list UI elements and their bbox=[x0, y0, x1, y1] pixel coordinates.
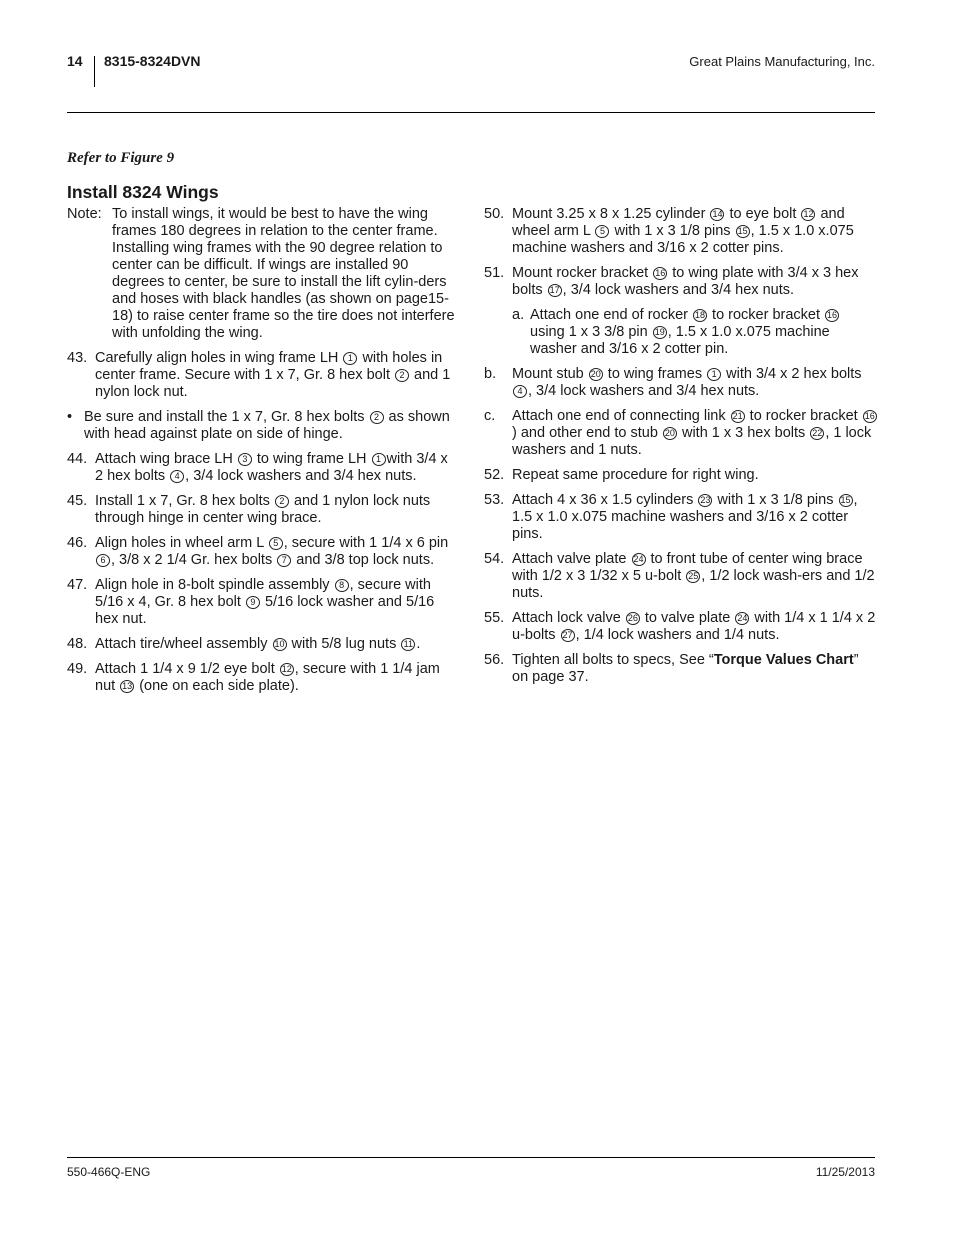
section-title: Install 8324 Wings bbox=[67, 182, 219, 202]
footer-rule bbox=[67, 1157, 875, 1158]
page-number: 14 bbox=[67, 53, 83, 69]
step-46 bbox=[67, 535, 459, 569]
callout: 27 bbox=[562, 629, 573, 640]
substep-text: Attach one end of connecting link 21 to rocker bracket 16) and other end to stub 20 with 1 x 3 hex bolts 22 , 1 lock washers and 1 nuts. bbox=[512, 408, 875, 458]
callout: 16 bbox=[827, 309, 838, 320]
step-51a bbox=[484, 307, 878, 358]
callout: 1 bbox=[372, 453, 386, 466]
step-text: Install 1 x 7, Gr. 8 hex bolts 2 and 1 nylon lock nuts through hinge in center wing brace. bbox=[95, 493, 431, 526]
substep-letter: a. bbox=[512, 307, 525, 323]
step-43 bbox=[67, 350, 459, 401]
callout: 26 bbox=[627, 612, 638, 623]
callout: 5 bbox=[269, 537, 283, 550]
substep-text: Mount stub 20 to wing frames 1 with 3/4 x 2 hex bolts 4 , 3/4 lock washers and 3/4 hex nuts. bbox=[512, 366, 862, 399]
callout: 20 bbox=[664, 427, 675, 438]
callout: 24 bbox=[633, 553, 644, 564]
step-47 bbox=[67, 577, 459, 628]
step-number: 56. bbox=[484, 652, 505, 668]
company-name: Great Plains Manufacturing, Inc. bbox=[689, 54, 875, 69]
step-text: Mount 3.25 x 8 x 1.25 cylinder 14 to eye bolt 12 and wheel arm L 5 with 1 x 3 1/8 pins 15 , 1.5 x 1.0 x.075 machine washers and 3/16 x 2 cotter pins. bbox=[512, 206, 854, 256]
bullet-text: Be sure and install the 1 x 7, Gr. 8 hex bolts 2 as shown with head against plate on side of hinge. bbox=[84, 409, 450, 442]
callout: 10 bbox=[274, 638, 285, 649]
step-text: Carefully align holes in wing frame LH 1 with holes in center frame. Secure with 1 x 7, Gr. 8 hex bolt 2 and 1 nylon lock nut. bbox=[95, 350, 451, 400]
callout: 17 bbox=[549, 284, 560, 295]
step-48 bbox=[67, 636, 459, 653]
step-text: Align hole in 8-bolt spindle assembly 8 , secure with 5/16 x 4, Gr. 8 hex bolt 9 5/16 lock washer and 5/16 hex nut. bbox=[95, 577, 435, 627]
step-text: Attach wing brace LH 3 to wing frame LH 1 with 3/4 x 2 hex bolts 4 , 3/4 lock washers and 3/4 hex nuts. bbox=[95, 451, 448, 484]
callout: 20 bbox=[590, 368, 601, 379]
step-text: Repeat same procedure for right wing. bbox=[512, 467, 759, 483]
bullet-mark: • bbox=[67, 409, 73, 425]
callout: 3 bbox=[238, 453, 252, 466]
step-51c bbox=[484, 408, 878, 459]
callout: 16 bbox=[864, 410, 875, 421]
callout: 4 bbox=[170, 470, 184, 483]
note-text: To install wings, it would be best to have the wing frames 180 degrees in relation to the center frame. Installing wing frames with the 90 degree relation to center can be difficult. If wings are installed 90 degrees to center, be sure to install the lift cylin-ders and hoses with black handles (as shown on page15-18) to raise center frame so the tire does not interfere with unfolding the wing. bbox=[112, 206, 455, 341]
left-column bbox=[67, 206, 459, 703]
step-text: Align holes in wheel arm L 5 , secure with 1 1/4 x 6 pin 6 , 3/8 x 2 1/4 Gr. hex bolts 7 and 3/8 top lock nuts. bbox=[95, 535, 449, 568]
callout: 5 bbox=[595, 225, 609, 238]
step-53 bbox=[484, 492, 878, 543]
callout: 25 bbox=[688, 570, 699, 581]
step-text: Attach lock valve 26 to valve plate 24 with 1/4 x 1 1/4 x 2 u-bolts 27 , 1/4 lock washers and 1/4 nuts. bbox=[512, 610, 876, 643]
callout: 6 bbox=[96, 554, 110, 567]
callout: 12 bbox=[281, 663, 292, 674]
callout: 13 bbox=[122, 680, 133, 691]
header-rule bbox=[67, 112, 875, 113]
note bbox=[67, 206, 459, 342]
step-52 bbox=[484, 467, 878, 484]
step-number: 48. bbox=[67, 636, 88, 652]
step-text: Attach 1 1/4 x 9 1/2 eye bolt 12 , secure with 1 1/4 jam nut 13 (one on each side plate). bbox=[95, 661, 440, 694]
substep-letter: b. bbox=[484, 366, 497, 382]
callout: 18 bbox=[695, 309, 706, 320]
step-number: 55. bbox=[484, 610, 505, 626]
publication-date: 11/25/2013 bbox=[815, 1165, 875, 1179]
step-56 bbox=[484, 652, 878, 686]
substep-text: Attach one end of rocker 18 to rocker bracket 16 using 1 x 3 3/8 pin 19 , 1.5 x 1.0 x.075 machine washer and 3/16 x 2 cotter pin. bbox=[530, 307, 838, 357]
model-number: 8315-8324DVN bbox=[104, 53, 201, 69]
step-number: 44. bbox=[67, 451, 88, 467]
step-number: 45. bbox=[67, 493, 88, 509]
step-text: Attach valve plate 24 to front tube of center wing brace with 1/2 x 3 1/32 x 5 u-bolt 25 , 1/2 lock wash-ers and 1/2 nuts. bbox=[512, 551, 875, 601]
callout: 19 bbox=[654, 326, 665, 337]
step-text: Mount rocker bracket 16 to wing plate with 3/4 x 3 hex bolts 17 , 3/4 lock washers and 3/4 hex nuts. bbox=[512, 265, 859, 298]
bullet-item bbox=[67, 409, 459, 443]
step-number: 46. bbox=[67, 535, 88, 551]
callout: 24 bbox=[737, 612, 748, 623]
step-51b bbox=[484, 366, 878, 400]
callout: 1 bbox=[707, 368, 721, 381]
step-number: 43. bbox=[67, 350, 88, 366]
step-number: 49. bbox=[67, 661, 88, 677]
step-number: 51. bbox=[484, 265, 505, 281]
callout: 4 bbox=[513, 385, 527, 398]
callout: 2 bbox=[395, 369, 409, 382]
header-divider bbox=[94, 56, 95, 87]
step-number: 52. bbox=[484, 467, 505, 483]
step-text: Attach tire/wheel assembly 10 with 5/8 lug nuts 11 . bbox=[95, 636, 421, 652]
callout: 14 bbox=[712, 208, 723, 219]
step-44 bbox=[67, 451, 459, 485]
right-column bbox=[484, 206, 878, 694]
figure-reference: Refer to Figure 9 bbox=[67, 150, 175, 166]
step-number: 50. bbox=[484, 206, 505, 222]
callout: 15 bbox=[737, 225, 748, 236]
note-label: Note: bbox=[67, 206, 102, 222]
step-45 bbox=[67, 493, 459, 527]
callout: 9 bbox=[246, 596, 260, 609]
step-text: Attach 4 x 36 x 1.5 cylinders 23 with 1 x 3 1/8 pins 15 , 1.5 x 1.0 x.075 machine washers and 3/16 x 2 cotter pins. bbox=[512, 492, 858, 542]
step-number: 53. bbox=[484, 492, 505, 508]
step-51 bbox=[484, 265, 878, 299]
substep-letter: c. bbox=[484, 408, 496, 424]
callout: 15 bbox=[840, 494, 851, 505]
step-49 bbox=[67, 661, 459, 695]
step-number: 54. bbox=[484, 551, 505, 567]
document-number: 550-466Q-ENG bbox=[67, 1165, 151, 1179]
callout: 2 bbox=[275, 495, 289, 508]
step-50 bbox=[484, 206, 878, 257]
callout: 8 bbox=[335, 579, 349, 592]
callout: 12 bbox=[803, 208, 814, 219]
callout: 11 bbox=[401, 638, 415, 651]
step-text: Tighten all bolts to specs, See “Torque Values Chart” on page 37. bbox=[512, 652, 859, 685]
callout: 21 bbox=[732, 410, 743, 421]
callout: 7 bbox=[277, 554, 291, 567]
callout: 23 bbox=[700, 494, 711, 505]
torque-chart-reference: Torque Values Chart bbox=[713, 652, 854, 668]
step-number: 47. bbox=[67, 577, 88, 593]
callout: 2 bbox=[370, 411, 384, 424]
callout: 16 bbox=[655, 267, 666, 278]
step-55 bbox=[484, 610, 878, 644]
callout: 1 bbox=[343, 352, 357, 365]
step-54 bbox=[484, 551, 878, 602]
callout: 22 bbox=[812, 427, 823, 438]
